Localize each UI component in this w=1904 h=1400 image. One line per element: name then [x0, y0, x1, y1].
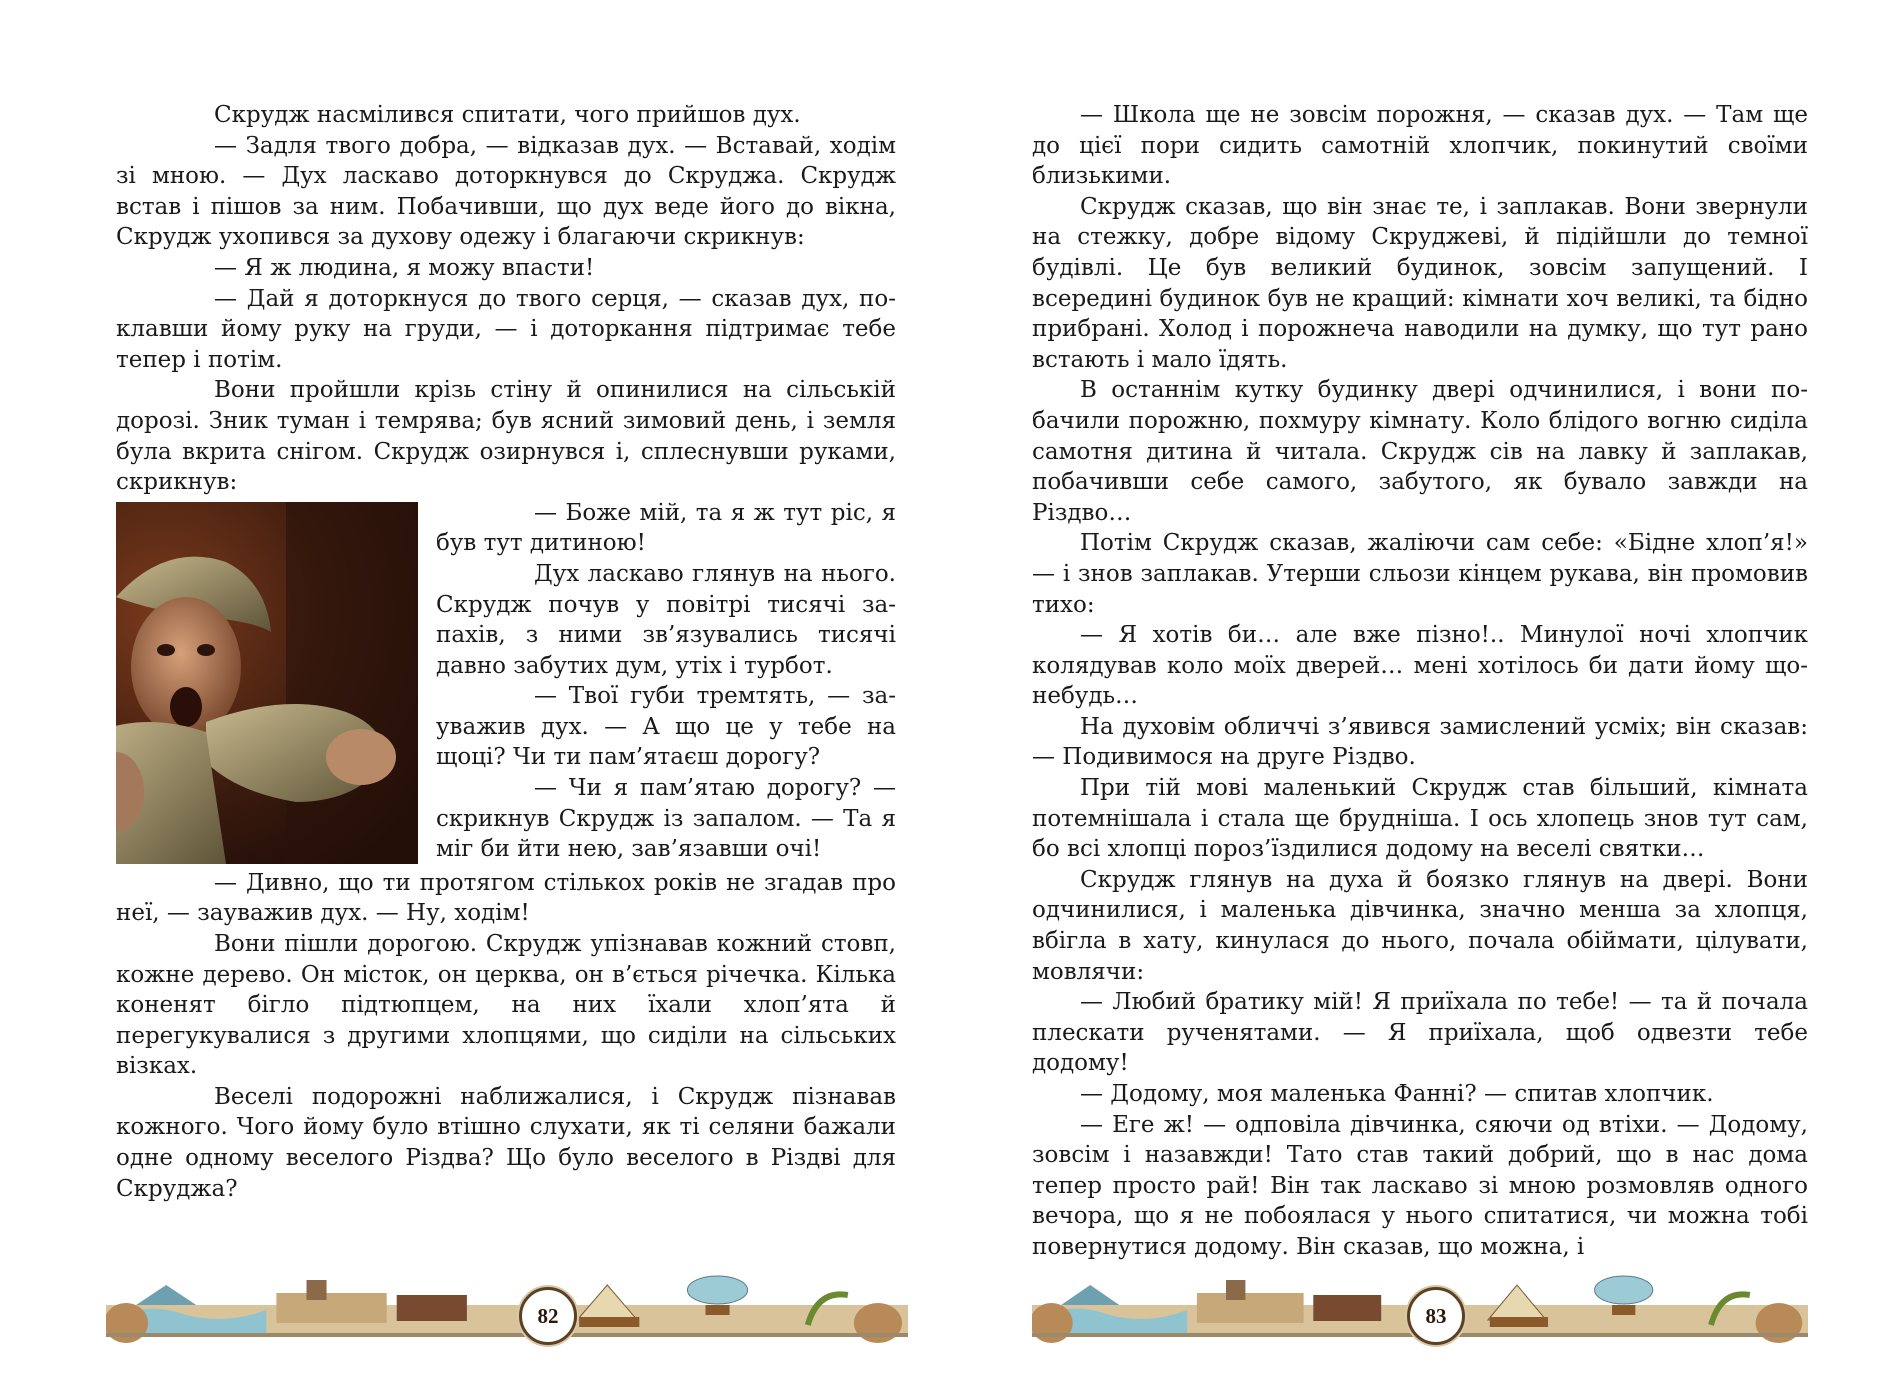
paragraph: — Я ж людина, я можу впасти!: [214, 254, 595, 281]
paragraph: Скрудж насмілився спитати, чого прийшов дух.: [214, 102, 801, 128]
right-page: [1032, 0, 1808, 1400]
paragraph: На духовім обличчі з’явився замислений усміх; він сказав: — Подивимося на друге Різдво.: [1032, 713, 1808, 771]
paragraph: — Дай я доторкнуся до твого серця, — сказав дух, поклавши йому руку на груди, — і доторкання підтримає тебе тепер і потім.: [116, 285, 896, 373]
scrooge-illustration: [116, 502, 418, 864]
paragraph: При тій мові маленький Скрудж став більший, кімната потемнішала і стала ще брудніша. І ось хлопець знов тут сам, бо всі хлопці пороз’їздилися додому на веселі святки…: [1032, 775, 1808, 863]
paragraph: — Боже мій, та я ж тут ріс, я був тут дитиною!: [436, 499, 896, 557]
paragraph: Веселі подорожні наближалися, і Скрудж пізнавав кожного. Чого йому було втішно слухати, як ті селяни бажали одне одному веселого Різдва? Що було веселого в Різдві для Скруджа?: [116, 1083, 896, 1202]
paragraph: Вони пішли дорогою. Скрудж упізнавав кожний стовп, кожне дерево. Он місток, он церква, он в’ється річечка. Кілька коненят бігло підтюпцем, на них їхали хлоп’ята й перегукувалися з другими хлопцями, що сиділи на сільських візках.: [116, 930, 896, 1080]
paragraph: — Школа ще не зовсім порожня, — сказав дух. — Там ще до цієї пори сидить самотній хлопчик, покинутий своїми близькими.: [1032, 102, 1808, 190]
figure-block: [116, 498, 896, 868]
page-number: 82: [519, 1287, 577, 1345]
paragraph: В останнім кутку будинку двері одчинилися, і вони побачили порожню, похмуру кімнату. Коло блідого вогню сиділа самотня дитина й читала. Скрудж сів на лавку й заплакав, побачивши себе самого, забутого, як бувало завжди на Різдво…: [1032, 377, 1808, 526]
paragraph: Дух ласкаво глянув на нього. Скрудж почув у повітрі тисячі запахів, з ними зв’язувались тисячі давно забутих дум, утіх і турбот.: [436, 560, 896, 679]
left-page: [56, 0, 896, 1400]
paragraph: — Чи я пам’ятаю дорогу? — скрикнув Скрудж із запалом. — Та я міг би йти нею, зав’язавши очі!: [436, 775, 896, 863]
paragraph: Вони пройшли крізь стіну й опинилися на сільській дорозі. Зник туман і темрява; був ясний зимовий день, і земля була вкрита снігом. Скрудж озирнувся і, сплеснувши руками, скрикнув:: [116, 377, 896, 496]
page-footer: [1032, 1265, 1808, 1355]
right-page-text: [1032, 100, 1808, 1263]
page-footer: [106, 1265, 908, 1355]
paragraph: — Я хотів би… але вже пізно!.. Минулої ночі хлопчик колядував коло моїх дверей… мені хотілось би дати йому що-небудь…: [1032, 622, 1808, 710]
paragraph: Скрудж глянув на духа й боязко глянув на двері. Вони одчинилися, і маленька дівчинка, значно менша за хлопця, вбігла в хату, кинулася до нього, почала обіймати, цілувати, мовлячи:: [1032, 866, 1808, 985]
left-page-text: [116, 100, 896, 1204]
paragraph: Потім Скрудж сказав, жаліючи сам себе: «Бідне хлоп’я!» — і знов заплакав. Утерши сльози кінцем рукава, він промовив тихо:: [1032, 530, 1808, 618]
paragraph: — Дивно, що ти протягом стількох років не згадав про неї, — зауважив дух. — Ну, ходім!: [116, 869, 896, 927]
paragraph: Скрудж сказав, що він знає те, і заплакав. Вони звернули на стежку, добре відому Скруджеві, й підійшли до темної будівлі. Це був великий будинок, зовсім запущений. І всередині будинок був не кращий: кімнати хоч великі, та бідно прибрані. Холод і порожнеча наводили на думку, що тут рано встають і мало їдять.: [1032, 193, 1808, 373]
page-number: 83: [1407, 1287, 1465, 1345]
scrooge-illustration-art: [116, 502, 418, 864]
paragraph: — Твої губи тремтять, — зауважив дух. — А що це у тебе на щоці? Чи ти пам’ятаєш дорогу?: [436, 683, 896, 771]
paragraph: — Любий братику мій! Я приїхала по тебе! — та й почала плескати рученятами. — Я приїхала, щоб одвезти тебе додому!: [1032, 989, 1808, 1077]
paragraph: — Задля твого добра, — відказав дух. — Вставай, ходім зі мною. — Дух ласкаво доторкнувся до Скруджа. Скрудж встав і пішов за ним. Побачивши, що дух веде його до вікна, Скрудж ухопився за духову одежу і благаючи скрикнув:: [116, 132, 896, 251]
paragraph: — Додому, моя маленька Фанні? — спитав хлопчик.: [1080, 1081, 1714, 1107]
paragraph: — Еге ж! — одповіла дівчинка, сяючи од втіхи. — Додому, зовсім і назавжди! Тато став такий добрий, що в нас дома тепер просто рай! Він так ласкаво зі мною розмовляв одного вечора, що я не побоялася у нього спитатися, чи можна тобі повернутися додому. Він сказав, що можна, і: [1032, 1111, 1808, 1260]
decorative-footer-border: [106, 1265, 908, 1355]
